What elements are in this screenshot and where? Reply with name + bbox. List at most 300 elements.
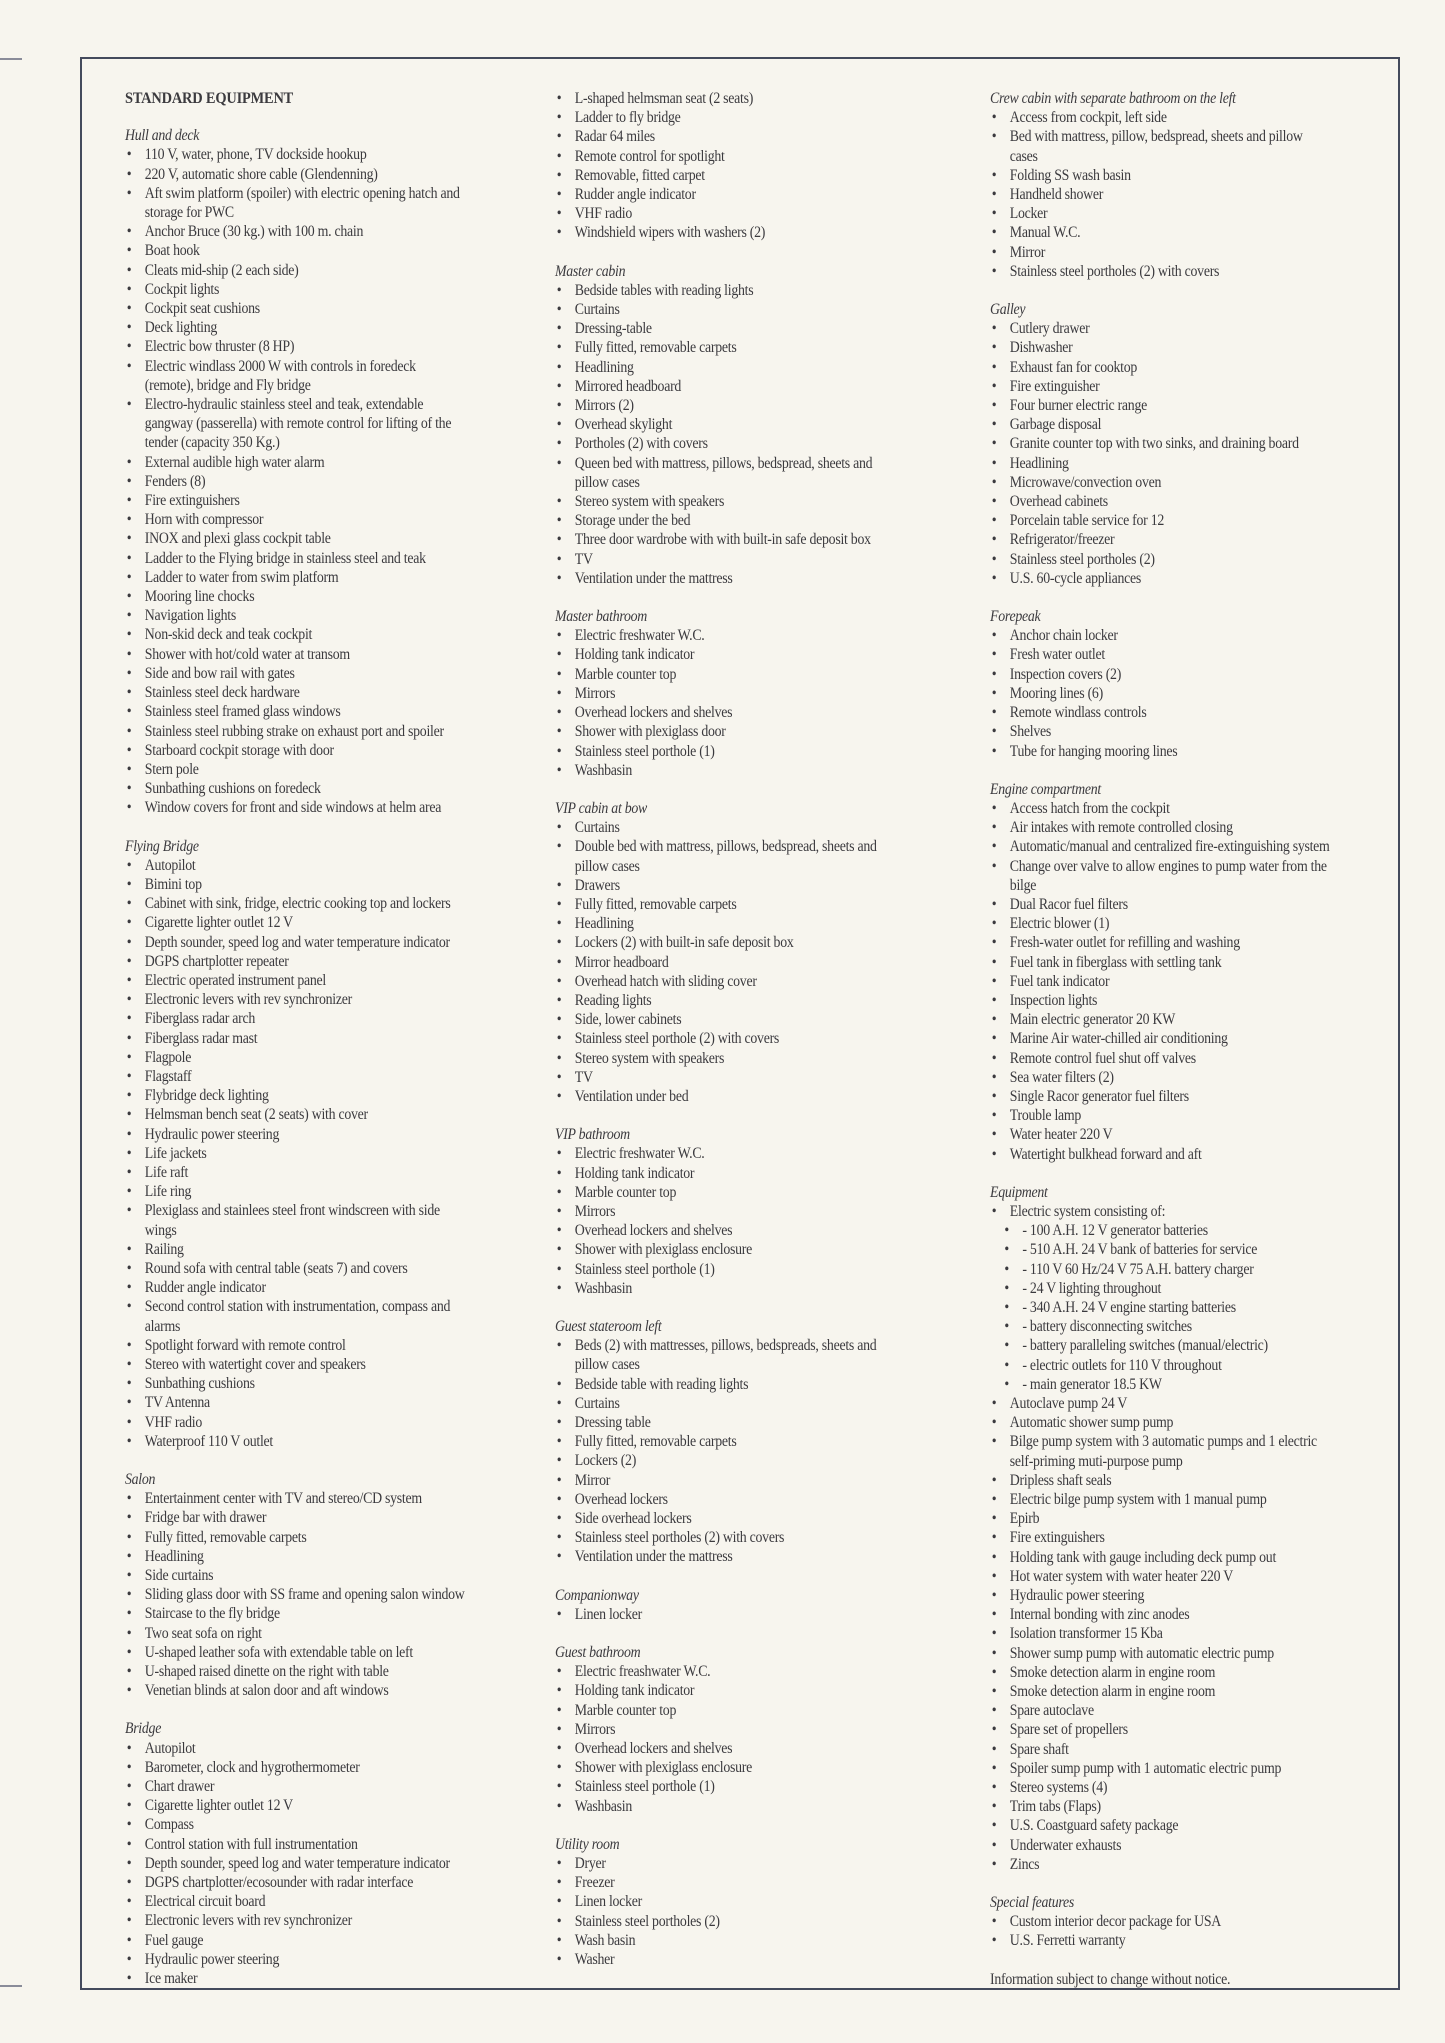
list-item: • Window covers for front and side windows at helm area — [125, 798, 467, 817]
list-item: • Autopilot — [125, 856, 467, 875]
list-item: • Four burner electric range — [990, 396, 1332, 415]
list-item: • Anchor Bruce (30 kg.) with 100 m. chain — [125, 222, 467, 241]
list-item: • Stern pole — [125, 760, 467, 779]
list-item: • Locker — [990, 204, 1332, 223]
list-item: • Bilge pump system with 3 automatic pumps and 1 electric self-priming muti-purpose pump — [990, 1432, 1332, 1470]
list-item: • Folding SS wash basin — [990, 166, 1332, 185]
item-list — [125, 145, 467, 817]
list-item: • Barometer, clock and hygrothermometer — [125, 1758, 467, 1777]
list-item: • Holding tank indicator — [555, 1681, 897, 1700]
list-item: • Cabinet with sink, fridge, electric cooking top and lockers — [125, 894, 467, 913]
list-item: • Electric bow thruster (8 HP) — [125, 337, 467, 356]
list-item: • Sliding glass door with SS frame and opening salon window — [125, 1585, 467, 1604]
item-list — [990, 108, 1332, 281]
list-item: • Trim tabs (Flaps) — [990, 1797, 1332, 1816]
list-item: • Electrical circuit board — [125, 1892, 467, 1911]
list-item: • Lockers (2) with built-in safe deposit box — [555, 933, 897, 952]
list-item: • Shower with plexiglass enclosure — [555, 1240, 897, 1259]
list-item: • Headlining — [990, 454, 1332, 473]
list-item: • Fuel tank indicator — [990, 972, 1332, 991]
page-frame — [80, 57, 1400, 1990]
list-item: • Fully fitted, removable carpets — [555, 1432, 897, 1451]
list-item: • Flagpole — [125, 1048, 467, 1067]
list-item: • Entertainment center with TV and stereo/CD system — [125, 1489, 467, 1508]
list-item: • Compass — [125, 1815, 467, 1834]
sub-item: • - battery paralleling switches (manual/electric) — [1003, 1336, 1332, 1355]
list-item: • Life raft — [125, 1163, 467, 1182]
list-item: • VHF radio — [125, 1413, 467, 1432]
list-item: • Dressing table — [555, 1413, 897, 1432]
list-item: • Stainless steel portholes (2) — [990, 550, 1332, 569]
list-item: • Mooring lines (6) — [990, 684, 1332, 703]
list-item: • Holding tank indicator — [555, 1164, 897, 1183]
equipment-section — [555, 1835, 897, 1969]
list-item: • Lockers (2) — [555, 1451, 897, 1470]
list-item: • Electro-hydraulic stainless steel and teak, extendable gangway (passerella) with remote control for lifting of the tender (capacity 350 Kg.) — [125, 395, 467, 453]
list-item: • Access from cockpit, left side — [990, 108, 1332, 127]
equipment-section — [990, 300, 1332, 588]
section-title: Master cabin — [555, 262, 626, 280]
list-item: • Spare set of propellers — [990, 1720, 1332, 1739]
equipment-section — [555, 799, 897, 1106]
list-item: • Electric freashwater W.C. — [555, 1662, 897, 1681]
item-list — [555, 1144, 897, 1298]
section-title: Forepeak — [990, 608, 1041, 626]
list-item: • Smoke detection alarm in engine room — [990, 1663, 1332, 1682]
list-item: • Handheld shower — [990, 185, 1332, 204]
list-item: • Marble counter top — [555, 1701, 897, 1720]
list-item: • Remote windlass controls — [990, 703, 1332, 722]
item-list — [990, 1202, 1332, 1874]
list-item: • Ladder to fly bridge — [555, 108, 897, 127]
list-item: • Fully fitted, removable carpets — [555, 338, 897, 357]
list-item: • Headlining — [555, 914, 897, 933]
list-item: • Change over valve to allow engines to pump water from the bilge — [990, 857, 1332, 895]
item-list — [125, 1739, 467, 1989]
list-item: • Holding tank indicator — [555, 645, 897, 664]
list-item: • Stainless steel framed glass windows — [125, 702, 467, 721]
list-item: • Inspection lights — [990, 991, 1332, 1010]
list-item: • Aft swim platform (spoiler) with electric opening hatch and storage for PWC — [125, 184, 467, 222]
list-item: • Overhead cabinets — [990, 492, 1332, 511]
list-item: • Freezer — [555, 1873, 897, 1892]
list-item: • Dripless shaft seals — [990, 1471, 1332, 1490]
equipment-section — [125, 126, 467, 817]
list-item: • Flybridge deck lighting — [125, 1086, 467, 1105]
list-item: • Deck lighting — [125, 318, 467, 337]
list-item: • Fire extinguisher — [990, 377, 1332, 396]
list-item: • Overhead lockers and shelves — [555, 703, 897, 722]
list-item: • Granite counter top with two sinks, and draining board — [990, 434, 1332, 453]
list-item: • Holding tank with gauge including deck pump out — [990, 1548, 1332, 1567]
section-title: Guest bathroom — [555, 1644, 641, 1662]
list-item: • L-shaped helmsman seat (2 seats) — [555, 89, 897, 108]
list-item: • Ventilation under the mattress — [555, 1547, 897, 1566]
item-list — [555, 818, 897, 1106]
notice-text: Information subject to change without notice. — [990, 1970, 1231, 1988]
item-list — [555, 1662, 897, 1816]
equipment-section — [990, 1893, 1332, 1951]
list-item: • Garbage disposal — [990, 415, 1332, 434]
list-item: • Tube for hanging mooring lines — [990, 742, 1332, 761]
list-item: • Mirrors — [555, 1202, 897, 1221]
list-item: • Headlining — [125, 1547, 467, 1566]
list-item: • Water heater 220 V — [990, 1125, 1332, 1144]
list-item: • Washer — [555, 1950, 897, 1969]
list-item: • Plexiglass and stainlees steel front windscreen with side wings — [125, 1201, 467, 1239]
list-item: • Sunbathing cushions on foredeck — [125, 779, 467, 798]
sub-item: • - electric outlets for 110 V throughout — [1003, 1356, 1332, 1375]
list-item: • Stainless steel rubbing strake on exhaust port and spoiler — [125, 722, 467, 741]
list-item: • Shower with hot/cold water at transom — [125, 645, 467, 664]
list-item: • Portholes (2) with covers — [555, 434, 897, 453]
list-item: • Venetian blinds at salon door and aft windows — [125, 1681, 467, 1700]
section-title: Special features — [990, 1894, 1075, 1912]
section-title: Master bathroom — [555, 608, 648, 626]
list-item: • Rudder angle indicator — [125, 1278, 467, 1297]
list-item: • Life jackets — [125, 1144, 467, 1163]
list-item: • Electric system consisting of: — [990, 1202, 1332, 1221]
list-item: • Manual W.C. — [990, 223, 1332, 242]
list-item: • Horn with compressor — [125, 510, 467, 529]
list-item: • Double bed with mattress, pillows, bedspread, sheets and pillow cases — [555, 837, 897, 875]
list-item: • Bed with mattress, pillow, bedspread, sheets and pillow cases — [990, 127, 1332, 165]
list-item: • Spare shaft — [990, 1740, 1332, 1759]
list-item: • Refrigerator/freezer — [990, 530, 1332, 549]
list-item: • TV — [555, 1068, 897, 1087]
section-title: Utility room — [555, 1835, 620, 1853]
edge-mark-top — [0, 58, 22, 60]
list-item: • Non-skid deck and teak cockpit — [125, 625, 467, 644]
list-item: • Access hatch from the cockpit — [990, 799, 1332, 818]
list-item: • Fire extinguishers — [125, 491, 467, 510]
list-item: • Mirrors — [555, 684, 897, 703]
section-title: Galley — [990, 301, 1026, 319]
list-item: • Queen bed with mattress, pillows, bedspread, sheets and pillow cases — [555, 454, 897, 492]
list-item: • Microwave/convection oven — [990, 473, 1332, 492]
section-title: Salon — [125, 1471, 156, 1489]
section-title: Hull and deck — [125, 127, 200, 145]
item-list — [555, 1605, 897, 1624]
list-item: • Stereo with watertight cover and speakers — [125, 1355, 467, 1374]
list-item: • Stereo system with speakers — [555, 492, 897, 511]
item-list — [555, 1854, 897, 1969]
equipment-section — [555, 1125, 897, 1298]
item-list — [990, 319, 1332, 588]
sub-item: • - 510 A.H. 24 V bank of batteries for service — [1003, 1240, 1332, 1259]
item-list — [125, 1489, 467, 1700]
equipment-section — [990, 1183, 1332, 1874]
list-item: • Spotlight forward with remote control — [125, 1336, 467, 1355]
list-item: • Curtains — [555, 818, 897, 837]
list-item: • Anchor chain locker — [990, 626, 1332, 645]
list-item: • Stainless steel portholes (2) with covers — [555, 1528, 897, 1547]
list-item: • Autopilot — [125, 1739, 467, 1758]
list-item: • Mirror headboard — [555, 953, 897, 972]
list-item: • Single Racor generator fuel filters — [990, 1087, 1332, 1106]
list-item: • Side overhead lockers — [555, 1509, 897, 1528]
list-item: • Dishwasher — [990, 338, 1332, 357]
list-item: • Fuel tank in fiberglass with settling tank — [990, 953, 1332, 972]
equipment-section — [990, 780, 1332, 1164]
equipment-section — [990, 89, 1332, 281]
column-3 — [990, 89, 1332, 1989]
list-item: • Bedside table with reading lights — [555, 1375, 897, 1394]
equipment-section — [555, 1643, 897, 1816]
list-item: • Electric windlass 2000 W with controls in foredeck (remote), bridge and Fly bridge — [125, 357, 467, 395]
list-item: • Ice maker — [125, 1969, 467, 1988]
list-item: • Overhead lockers and shelves — [555, 1221, 897, 1240]
sub-item: • - 340 A.H. 24 V engine starting batteries — [1003, 1298, 1332, 1317]
equipment-section — [555, 262, 897, 588]
list-item: • Stainless steel porthole (1) — [555, 1777, 897, 1796]
list-item: • Shower sump pump with automatic electric pump — [990, 1644, 1332, 1663]
list-item: • Chart drawer — [125, 1777, 467, 1796]
item-list — [990, 1912, 1332, 1950]
list-item: • Mooring line chocks — [125, 587, 467, 606]
section-title: Engine compartment — [990, 780, 1101, 798]
list-item: • Fire extinguishers — [990, 1528, 1332, 1547]
list-item: • Sea water filters (2) — [990, 1068, 1332, 1087]
list-item: • Electronic levers with rev synchronizer — [125, 1911, 467, 1930]
list-item: • Removable, fitted carpet — [555, 166, 897, 185]
section-title: Flying Bridge — [125, 837, 199, 855]
sub-item: • - main generator 18.5 KW — [1003, 1375, 1332, 1394]
list-item: • Fridge bar with drawer — [125, 1508, 467, 1527]
list-item: • Ladder to water from swim platform — [125, 568, 467, 587]
equipment-section — [990, 607, 1332, 761]
list-item: • Internal bonding with zinc anodes — [990, 1605, 1332, 1624]
list-item: • Ventilation under bed — [555, 1087, 897, 1106]
list-item: • Remote control for spotlight — [555, 147, 897, 166]
list-item: • Two seat sofa on right — [125, 1624, 467, 1643]
list-item: • Depth sounder, speed log and water temperature indicator — [125, 1854, 467, 1873]
sub-item: • - 24 V lighting throughout — [1003, 1279, 1332, 1298]
list-item: • Dual Racor fuel filters — [990, 895, 1332, 914]
list-item: • Washbasin — [555, 1797, 897, 1816]
document-title: STANDARD EQUIPMENT — [125, 90, 294, 107]
list-item: • Spare autoclave — [990, 1701, 1332, 1720]
equipment-section — [555, 1586, 897, 1624]
list-item: • Overhead lockers and shelves — [555, 1739, 897, 1758]
list-item: • Fresh water outlet — [990, 645, 1332, 664]
list-item: • Remote control fuel shut off valves — [990, 1049, 1332, 1068]
list-item: • Control station with full instrumentation — [125, 1835, 467, 1854]
list-item: • Cockpit lights — [125, 280, 467, 299]
list-item: • Cutlery drawer — [990, 319, 1332, 338]
list-item: • Mirrors — [555, 1720, 897, 1739]
list-item: • Autoclave pump 24 V — [990, 1394, 1332, 1413]
equipment-section — [555, 1317, 897, 1567]
list-item: • Beds (2) with mattresses, pillows, bedspreads, sheets and pillow cases — [555, 1336, 897, 1374]
list-item: • Marble counter top — [555, 665, 897, 684]
list-item: • Hydraulic power steering — [125, 1950, 467, 1969]
list-item: • Navigation lights — [125, 606, 467, 625]
list-item: • Shower with plexiglass enclosure — [555, 1758, 897, 1777]
list-item: • Marine Air water-chilled air conditioning — [990, 1029, 1332, 1048]
list-item: • Depth sounder, speed log and water temperature indicator — [125, 933, 467, 952]
list-item: • Life ring — [125, 1182, 467, 1201]
list-item: • Bimini top — [125, 875, 467, 894]
list-item: • Flagstaff — [125, 1067, 467, 1086]
list-item: • Cigarette lighter outlet 12 V — [125, 913, 467, 932]
list-item: • Shower with plexiglass door — [555, 722, 897, 741]
list-item: • Fully fitted, removable carpets — [555, 895, 897, 914]
list-item: • Spoiler sump pump with 1 automatic electric pump — [990, 1759, 1332, 1778]
list-item: • Side and bow rail with gates — [125, 664, 467, 683]
item-list — [990, 626, 1332, 760]
list-item: • Stainless steel portholes (2) with covers — [990, 262, 1332, 281]
list-item: • Mirrors (2) — [555, 396, 897, 415]
list-item: • U-shaped leather sofa with extendable table on left — [125, 1643, 467, 1662]
list-item: • Ladder to the Flying bridge in stainless steel and teak — [125, 549, 467, 568]
list-item: • Washbasin — [555, 1279, 897, 1298]
list-item: • Round sofa with central table (seats 7) and covers — [125, 1259, 467, 1278]
list-item: • Epirb — [990, 1509, 1332, 1528]
list-item: • Fully fitted, removable carpets — [125, 1528, 467, 1547]
section-title: Companionway — [555, 1586, 639, 1604]
list-item: • Stainless steel deck hardware — [125, 683, 467, 702]
list-item: • Dryer — [555, 1854, 897, 1873]
list-item: • Stainless steel porthole (1) — [555, 1260, 897, 1279]
list-item: • Reading lights — [555, 991, 897, 1010]
list-item: • U.S. Coastguard safety package — [990, 1816, 1332, 1835]
list-item: • Fiberglass radar arch — [125, 1009, 467, 1028]
list-item: • Electric freshwater W.C. — [555, 1144, 897, 1163]
list-item: • Trouble lamp — [990, 1106, 1332, 1125]
list-item: • TV — [555, 550, 897, 569]
equipment-section — [555, 89, 897, 243]
list-item: • Bedside tables with reading lights — [555, 281, 897, 300]
list-item: • Electric blower (1) — [990, 914, 1332, 933]
list-item: • Railing — [125, 1240, 467, 1259]
list-item: • External audible high water alarm — [125, 453, 467, 472]
list-item: • Mirrored headboard — [555, 377, 897, 396]
list-item: • Staircase to the fly bridge — [125, 1604, 467, 1623]
list-item: • Helmsman bench seat (2 seats) with cover — [125, 1105, 467, 1124]
list-item: • Watertight bulkhead forward and aft — [990, 1145, 1332, 1164]
column-2 — [555, 89, 897, 1988]
list-item: • Washbasin — [555, 761, 897, 780]
list-item: • Automatic shower sump pump — [990, 1413, 1332, 1432]
list-item: • U.S. Ferretti warranty — [990, 1931, 1332, 1950]
list-item: • Cleats mid-ship (2 each side) — [125, 261, 467, 280]
list-item: • Second control station with instrumentation, compass and alarms — [125, 1297, 467, 1335]
list-item: • Electric freshwater W.C. — [555, 626, 897, 645]
item-list — [555, 626, 897, 780]
list-item: • Cigarette lighter outlet 12 V — [125, 1796, 467, 1815]
list-item: • Radar 64 miles — [555, 127, 897, 146]
list-item: • Main electric generator 20 KW — [990, 1010, 1332, 1029]
section-title: VIP cabin at bow — [555, 799, 647, 817]
list-item: • Hydraulic power steering — [125, 1125, 467, 1144]
list-item: • Linen locker — [555, 1605, 897, 1624]
section-title: VIP bathroom — [555, 1126, 630, 1144]
list-item: • U.S. 60-cycle appliances — [990, 569, 1332, 588]
list-item: • Waterproof 110 V outlet — [125, 1432, 467, 1451]
list-item: • Electric bilge pump system with 1 manual pump — [990, 1490, 1332, 1509]
list-item: • DGPS chartplotter repeater — [125, 952, 467, 971]
list-item: • Rudder angle indicator — [555, 185, 897, 204]
list-item: • Boat hook — [125, 241, 467, 260]
list-item: • Mirror — [555, 1471, 897, 1490]
equipment-section — [125, 1719, 467, 1988]
list-item: • Sunbathing cushions — [125, 1374, 467, 1393]
list-item: • Cockpit seat cushions — [125, 299, 467, 318]
section-title: Equipment — [990, 1183, 1048, 1201]
list-item: • Overhead hatch with sliding cover — [555, 972, 897, 991]
equipment-section — [555, 607, 897, 780]
list-item: • Hot water system with water heater 220 V — [990, 1567, 1332, 1586]
list-item: • Starboard cockpit storage with door — [125, 741, 467, 760]
sub-item-list — [990, 1221, 1332, 1394]
list-item: • Linen locker — [555, 1892, 897, 1911]
list-item: • Porcelain table service for 12 — [990, 511, 1332, 530]
list-item: • Stainless steel portholes (2) — [555, 1912, 897, 1931]
list-item: • Overhead lockers — [555, 1490, 897, 1509]
list-item: • Mirror — [990, 243, 1332, 262]
list-item: • Wash basin — [555, 1931, 897, 1950]
list-item: • Electric operated instrument panel — [125, 971, 467, 990]
list-item: • Fenders (8) — [125, 472, 467, 491]
list-item: • Custom interior decor package for USA — [990, 1912, 1332, 1931]
list-item: • Curtains — [555, 300, 897, 319]
list-item: • Smoke detection alarm in engine room — [990, 1682, 1332, 1701]
list-item: • Inspection covers (2) — [990, 665, 1332, 684]
list-item: • Overhead skylight — [555, 415, 897, 434]
list-item: • Stainless steel porthole (2) with covers — [555, 1029, 897, 1048]
item-list — [555, 1336, 897, 1566]
list-item: • INOX and plexi glass cockpit table — [125, 529, 467, 548]
list-item: • Side curtains — [125, 1566, 467, 1585]
list-item: • Dressing-table — [555, 319, 897, 338]
edge-mark-bottom — [0, 1985, 22, 1987]
item-list — [555, 89, 897, 243]
item-list — [555, 281, 897, 588]
list-item: • Shelves — [990, 722, 1332, 741]
item-list — [125, 856, 467, 1451]
list-item: • Fuel gauge — [125, 1931, 467, 1950]
list-item: • VHF radio — [555, 204, 897, 223]
list-item: • 220 V, automatic shore cable (Glendenning) — [125, 165, 467, 184]
list-item: • Curtains — [555, 1394, 897, 1413]
equipment-section — [125, 1470, 467, 1700]
sub-item: • - 100 A.H. 12 V generator batteries — [1003, 1221, 1332, 1240]
list-item: • Air intakes with remote controlled closing — [990, 818, 1332, 837]
list-item: • Isolation transformer 15 Kba — [990, 1624, 1332, 1643]
list-item: • DGPS chartplotter/ecosounder with radar interface — [125, 1873, 467, 1892]
list-item: • Headlining — [555, 358, 897, 377]
list-item: • Marble counter top — [555, 1183, 897, 1202]
section-title: Bridge — [125, 1720, 162, 1738]
sub-item: • - battery disconnecting switches — [1003, 1317, 1332, 1336]
list-item: • Hydraulic power steering — [990, 1586, 1332, 1605]
sub-item: • - 110 V 60 Hz/24 V 75 A.H. battery charger — [1003, 1260, 1332, 1279]
list-item: • TV Antenna — [125, 1393, 467, 1412]
list-item: • Fiberglass radar mast — [125, 1029, 467, 1048]
column-1 — [125, 89, 467, 2007]
section-title: Guest stateroom left — [555, 1317, 662, 1335]
list-item: • Stainless steel porthole (1) — [555, 742, 897, 761]
equipment-section — [125, 837, 467, 1452]
list-item: • Stereo systems (4) — [990, 1778, 1332, 1797]
list-item: • Storage under the bed — [555, 511, 897, 530]
list-item: • Zincs — [990, 1855, 1332, 1874]
list-item: • 110 V, water, phone, TV dockside hookup — [125, 145, 467, 164]
list-item: • Stereo system with speakers — [555, 1049, 897, 1068]
list-item: • Underwater exhausts — [990, 1836, 1332, 1855]
list-item: • Fresh-water outlet for refilling and washing — [990, 933, 1332, 952]
